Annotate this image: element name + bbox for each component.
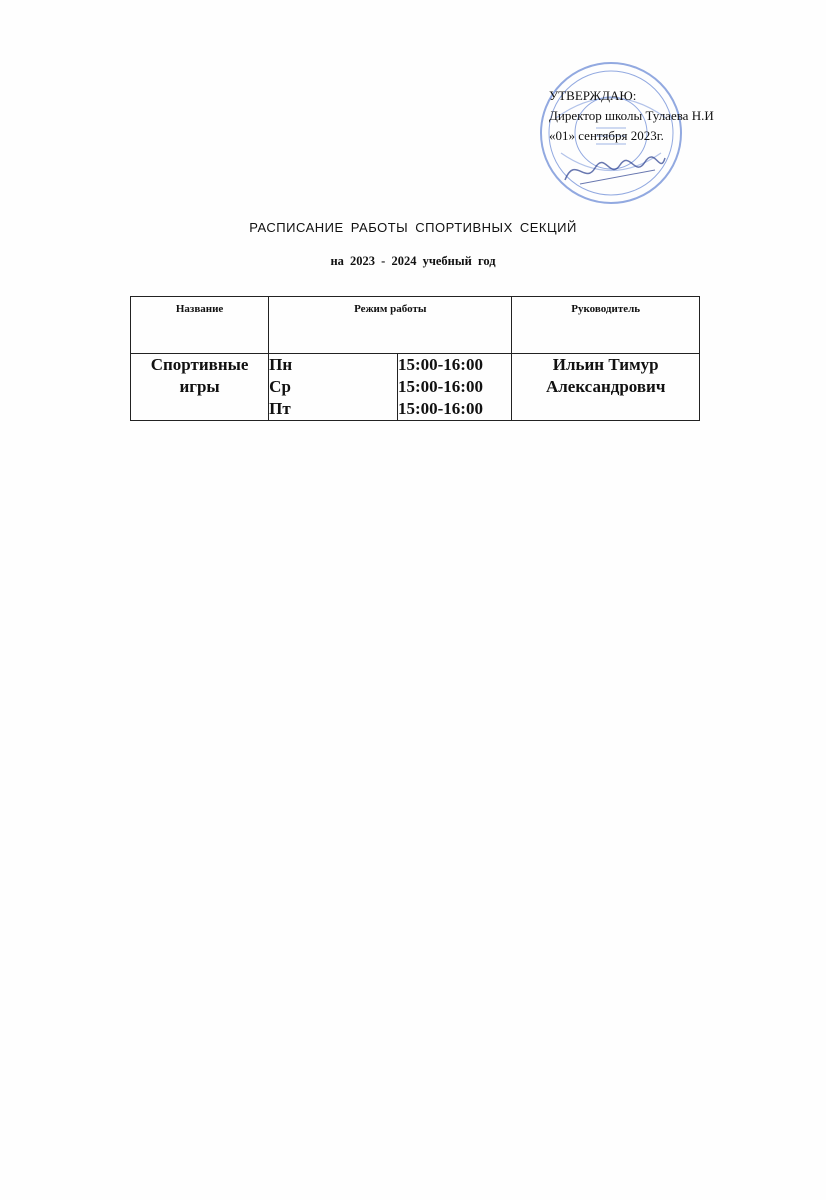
section-name-line: Спортивные [150,355,249,374]
approval-heading: УТВЕРЖДАЮ: [549,88,637,103]
time-item: 15:00-16:00 [397,399,483,418]
document-title: РАСПИСАНИЕ РАБОТЫ СПОРТИВНЫХ СЕКЦИЙ [249,220,577,235]
leader-name-line: Ильин Тимур [552,355,659,374]
approval-position: Директор школы Тулаева Н.И [549,108,714,123]
table-row [131,354,700,421]
days-cell [269,354,398,421]
leader-name-line: Александрович [545,377,666,396]
director-signature [560,150,670,190]
schedule-table [130,296,700,421]
header-leader: Руководитель [512,297,700,354]
section-name-line: игры [179,377,220,396]
approval-block [549,86,809,146]
day-item: Пт [269,399,291,418]
table-header-row [131,297,700,354]
times-cell [397,354,511,421]
day-item: Пн [269,355,293,374]
time-item: 15:00-16:00 [397,355,483,374]
document-subtitle: на 2023 - 2024 учебный год [330,254,496,268]
leader-cell [512,354,700,421]
approval-date: «01» сентября 2023г. [549,128,664,143]
header-name: Название [131,297,269,354]
day-item: Ср [269,377,291,396]
time-item: 15:00-16:00 [397,377,483,396]
section-name-cell [131,354,269,421]
header-schedule: Режим работы [269,297,512,354]
